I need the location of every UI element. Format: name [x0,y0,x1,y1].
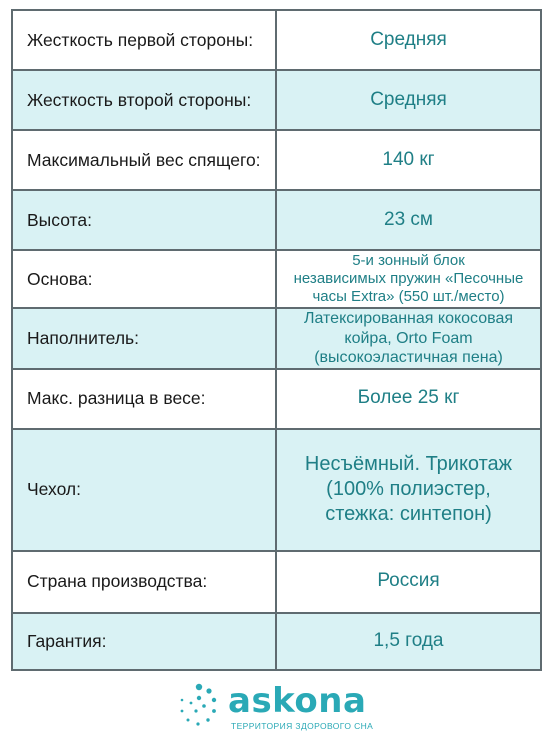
spec-label: Жесткость второй стороны: [12,70,276,130]
spec-value-line: (100% полиэстер, [326,478,491,501]
spec-row-firmness-side-1 [12,10,541,70]
spec-label: Наполнитель: [12,308,276,369]
spec-label: Высота: [12,190,276,250]
spec-value: Более 25 кг [276,369,541,429]
spec-row-cover [12,429,541,551]
spec-value: Средняя [276,10,541,70]
askona-wordmark: askona [228,681,367,721]
spec-value [276,250,541,308]
askona-dots-icon [176,683,222,729]
spec-label: Чехол: [12,429,276,551]
spec-value: 1,5 года [276,613,541,670]
spec-value: 140 кг [276,130,541,190]
spec-value: Россия [276,551,541,613]
spec-label: Страна производства: [12,551,276,613]
spec-row-max-weight [12,130,541,190]
spec-row-base [12,250,541,308]
spec-row-firmness-side-2 [12,70,541,130]
spec-label: Максимальный вес спящего: [12,130,276,190]
spec-value-line: независимых пружин «Песочные [293,269,524,287]
spec-value-line: койра, Orto Foam [344,329,473,347]
spec-row-height [12,190,541,250]
spec-value-line: стежка: синтепон) [325,503,492,526]
specs-table [11,9,542,671]
spec-row-warranty [12,613,541,670]
spec-row-weight-difference [12,369,541,429]
spec-value-line: Несъёмный. Трикотаж [304,453,513,476]
spec-value [276,429,541,551]
spec-value-line: Латексированная кокосовая [303,310,514,327]
spec-value-line: часы Extra» (550 шт./место) [312,288,505,306]
spec-value-line: (высокоэластичная пена) [314,349,503,367]
askona-logo [176,683,376,735]
spec-row-country [12,551,541,613]
spec-label: Макс. разница в весе: [12,369,276,429]
askona-tagline: ТЕРРИТОРИЯ ЗДОРОВОГО СНА [231,721,374,731]
spec-value-line: 5-и зонный блок [352,251,465,269]
spec-value: 23 см [276,190,541,250]
spec-label: Основа: [12,250,276,308]
spec-label: Гарантия: [12,613,276,670]
spec-row-filling [12,308,541,369]
spec-value: Средняя [276,70,541,130]
spec-value [276,308,541,369]
spec-label: Жесткость первой стороны: [12,10,276,70]
